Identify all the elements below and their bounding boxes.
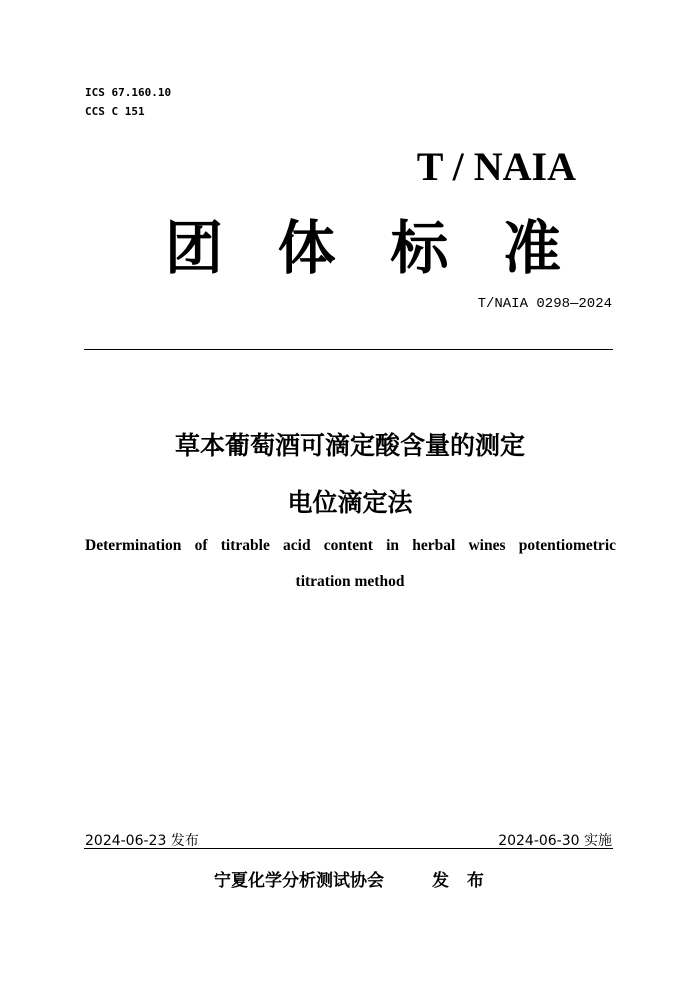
standard-type-char: 团 — [165, 214, 224, 282]
standard-type-char: 标 — [390, 214, 449, 282]
publish-label: 发 布 — [432, 871, 490, 891]
ics-code: ICS 67.160.10 — [85, 86, 172, 99]
top-divider — [84, 349, 613, 350]
publisher-name: 宁夏化学分析测试协会 — [214, 871, 384, 891]
organization-code: T / NAIA — [416, 144, 576, 189]
standard-type-heading — [85, 208, 613, 288]
standard-type-char: 体 — [277, 214, 336, 282]
standard-number: T/NAIA 0298—2024 — [477, 296, 612, 312]
title-chinese-line-1: 草本葡萄酒可滴定酸含量的测定 — [174, 431, 525, 460]
title-chinese-line-2: 电位滴定法 — [287, 488, 413, 517]
ccs-code: CCS C 151 — [85, 105, 145, 118]
implementation-date: 2024-06-30 实施 — [498, 833, 612, 849]
standard-type-char: 准 — [502, 214, 561, 282]
bottom-divider — [84, 848, 613, 849]
issue-date: 2024-06-23 发布 — [85, 833, 199, 849]
title-english-line-2: titration method — [295, 573, 405, 590]
title-english-line-1: Determination of titrable acid content in herbal wines potentiometric — [85, 537, 616, 554]
